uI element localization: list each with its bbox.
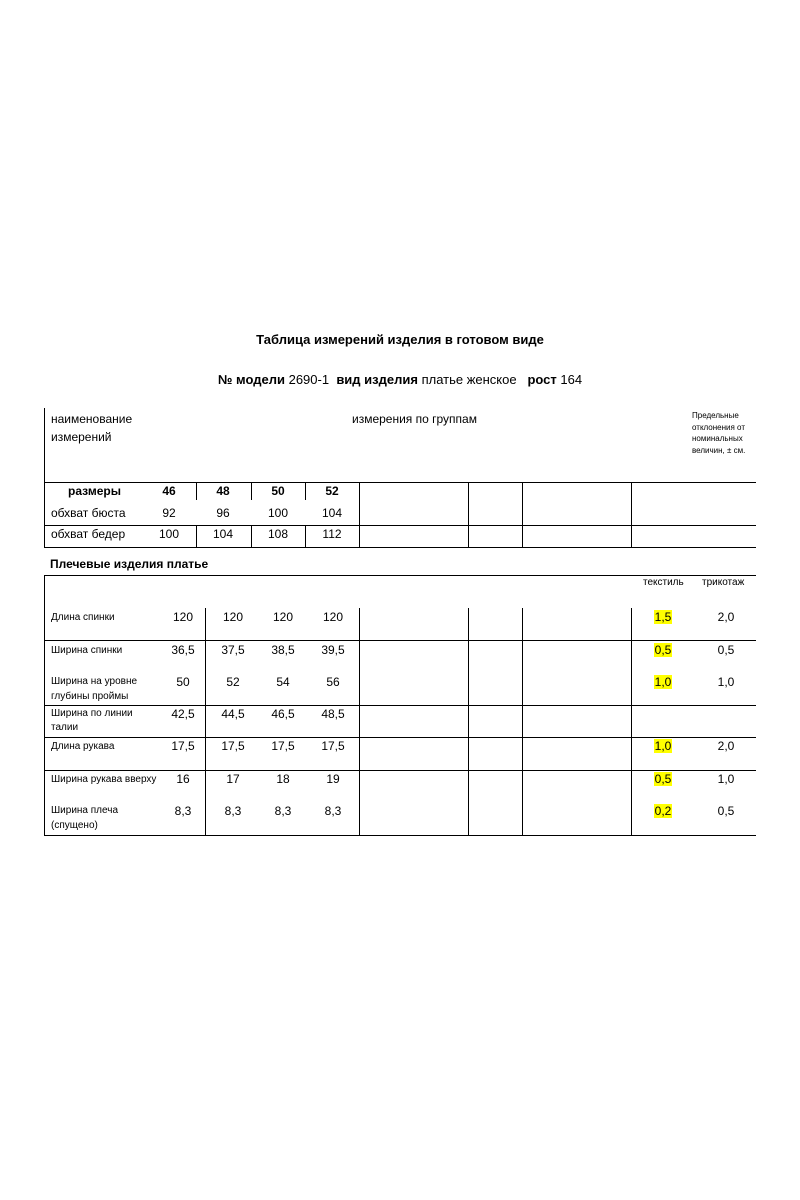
- body-measure-value: 112: [322, 527, 342, 541]
- tolerance-textile-value: 1,0: [654, 739, 672, 753]
- size-value: 48: [216, 484, 230, 498]
- table-line: [251, 482, 252, 500]
- table-line: [44, 575, 756, 576]
- tolerance-textile: [643, 739, 683, 753]
- col-textile-header: текстиль: [643, 577, 684, 588]
- row-value: 8,3: [274, 804, 292, 818]
- row-value: 56: [326, 675, 340, 689]
- row-value: 17,5: [221, 739, 245, 753]
- row-value: 42,5: [171, 707, 195, 721]
- tolerance-textile-value: 0,5: [654, 772, 672, 786]
- tolerance-textile: [643, 643, 683, 657]
- row-value: 17: [226, 772, 240, 786]
- table-line: [44, 482, 756, 483]
- row-name: Ширина по линии талии: [51, 708, 133, 733]
- type-value: платье женское: [421, 372, 517, 387]
- section-title: Плечевые изделия платье: [50, 557, 209, 571]
- row-value: 37,5: [221, 643, 245, 657]
- row-value: 120: [322, 610, 344, 624]
- row-name: Длина рукава: [51, 741, 115, 752]
- tolerance-knit: 1,0: [717, 772, 735, 786]
- row-value: 39,5: [321, 643, 345, 657]
- sizes-label: размеры: [68, 484, 121, 498]
- table-line: [44, 835, 756, 836]
- row-name: Ширина спинки: [51, 645, 123, 656]
- row-name: Длина спинки: [51, 612, 115, 623]
- table-line: [468, 608, 469, 835]
- header-tolerance-label: Предельные отклонения от номинальных величин, ± см.: [692, 411, 746, 455]
- table-line: [196, 525, 197, 547]
- model-value: 2690-1: [288, 372, 330, 387]
- table-line: [522, 608, 523, 835]
- table-line: [44, 705, 756, 706]
- row-value: 38,5: [271, 643, 295, 657]
- row-value: 120: [222, 610, 244, 624]
- table-line: [522, 482, 523, 547]
- tolerance-textile-value: 0,2: [654, 804, 672, 818]
- type-label: вид изделия: [336, 372, 418, 387]
- table-line: [44, 547, 756, 548]
- tolerance-textile-value: 0,5: [654, 643, 672, 657]
- row-name: Ширина плеча (спущено): [51, 805, 119, 831]
- table-line: [359, 608, 360, 835]
- tolerance-textile: [643, 675, 683, 689]
- body-measure-value: 92: [162, 506, 176, 520]
- row-value: 120: [272, 610, 294, 624]
- table-line: [631, 482, 632, 547]
- table-line: [196, 482, 197, 500]
- row-value: 19: [326, 772, 340, 786]
- tolerance-textile: [643, 804, 683, 818]
- row-name: Ширина на уровне глубины проймы: [51, 676, 138, 702]
- body-measure-value: 104: [321, 506, 343, 520]
- tolerance-knit: 2,0: [717, 610, 735, 624]
- row-value: 17,5: [271, 739, 295, 753]
- table-line: [44, 737, 756, 738]
- size-value: 52: [325, 484, 339, 498]
- body-measure-value: 108: [267, 527, 289, 541]
- table-line: [44, 640, 756, 641]
- body-measure-value: 100: [158, 527, 180, 541]
- table-line: [44, 525, 756, 526]
- col-knit-header: трикотаж: [702, 577, 745, 588]
- tolerance-knit: 0,5: [717, 804, 735, 818]
- body-measure-value: 100: [267, 506, 289, 520]
- table-line: [251, 525, 252, 547]
- table-line: [44, 770, 756, 771]
- row-value: 8,3: [174, 804, 192, 818]
- document-title: Таблица измерений изделия в готовом виде: [256, 332, 544, 347]
- row-value: 48,5: [321, 707, 345, 721]
- row-value: 54: [276, 675, 290, 689]
- row-value: 44,5: [221, 707, 245, 721]
- table-border-left-upper: [44, 408, 45, 548]
- row-value: 46,5: [271, 707, 295, 721]
- model-label: № модели: [217, 372, 285, 387]
- body-measure-name: обхват бюста: [51, 506, 126, 520]
- height-label: рост: [527, 372, 557, 387]
- table-line: [305, 525, 306, 547]
- header-name-line2: измерений: [51, 430, 112, 444]
- tolerance-knit: 0,5: [717, 643, 735, 657]
- table-line: [359, 482, 360, 547]
- table-line: [205, 608, 206, 835]
- header-groups-label: измерения по группам: [352, 412, 477, 426]
- tolerance-knit: 2,0: [717, 739, 735, 753]
- tolerance-textile: [643, 610, 683, 624]
- body-measure-name: обхват бедер: [51, 527, 126, 541]
- row-value: 120: [172, 610, 194, 624]
- row-name: Ширина рукава вверху: [51, 774, 157, 785]
- size-value: 46: [162, 484, 176, 498]
- row-value: 52: [226, 675, 240, 689]
- tolerance-knit: 1,0: [717, 675, 735, 689]
- table-line: [305, 482, 306, 500]
- tolerance-textile: [643, 772, 683, 786]
- row-value: 17,5: [171, 739, 195, 753]
- body-measure-value: 96: [216, 506, 230, 520]
- header-name-line1: наименование: [51, 412, 133, 426]
- tolerance-textile-value: 1,5: [654, 610, 672, 624]
- model-info-line: [0, 372, 800, 388]
- table-line: [631, 608, 632, 835]
- row-value: 17,5: [321, 739, 345, 753]
- row-value: 16: [176, 772, 190, 786]
- height-value: 164: [560, 372, 583, 387]
- body-measure-value: 104: [212, 527, 234, 541]
- row-value: 50: [176, 675, 190, 689]
- table-line: [468, 482, 469, 547]
- size-value: 50: [271, 484, 285, 498]
- row-value: 8,3: [224, 804, 242, 818]
- row-value: 18: [276, 772, 290, 786]
- row-value: 36,5: [171, 643, 195, 657]
- tolerance-textile-value: 1,0: [654, 675, 672, 689]
- row-value: 8,3: [324, 804, 342, 818]
